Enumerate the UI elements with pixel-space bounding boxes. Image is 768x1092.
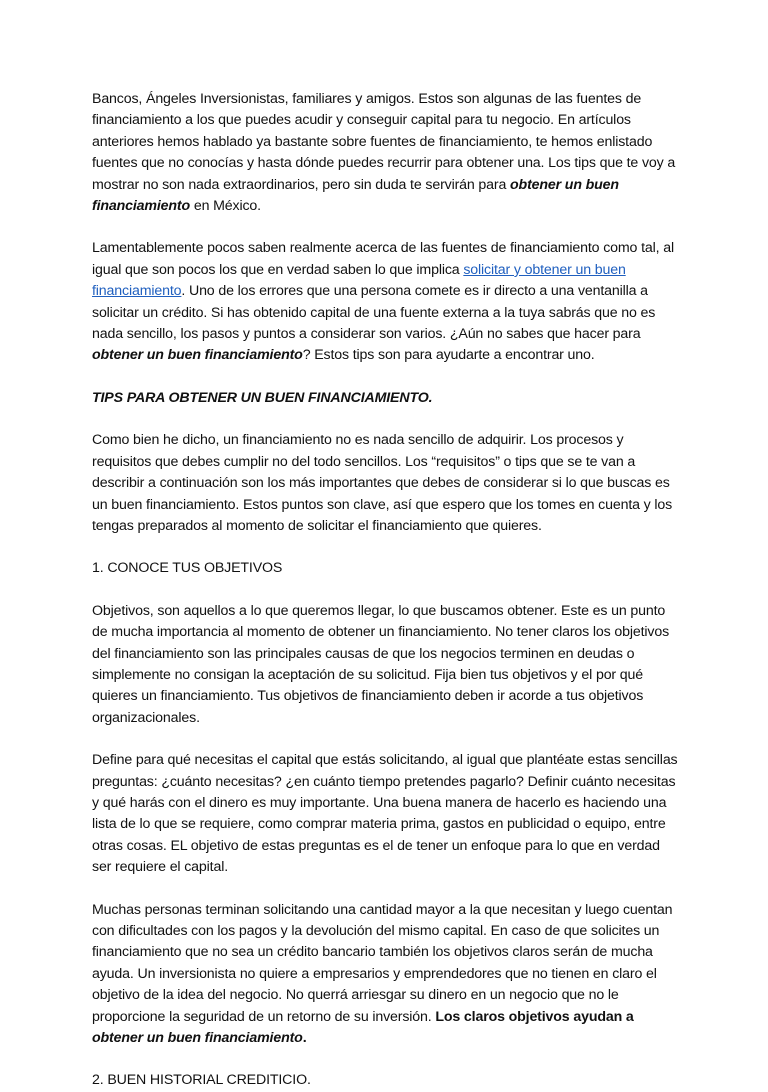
text-run: Muchas personas terminan solicitando una cantidad mayor a la que necesitan y luego cuentan con dificultades con los pagos y la devolución del mismo capital. En caso de que solicites un financiamiento que no sea un crédito bancario también los objetivos claros serán de mucha ayuda. Un inversionista no quiere a empresarios y emprendedores que no tienen en claro el objetivo de la idea del negocio. No querrá arriesgar su dinero en un negocio que no le proporcione la seguridad de un retorno de su inversión. <box>92 901 673 1025</box>
text-run: Bancos, Ángeles Inversionistas, familiares y amigos. Estos son algunas de las fuentes de financiamiento a los que puedes acudir y conseguir capital para tu negocio. En artículos anteriores hemos hablado ya bastante sobre fuentes de financiamiento, te hemos enlistado fuentes que no conocías y hasta dónde puedes recurrir para obtener una. Los tips que te voy a mostrar no son nada extraordinarios, pero sin duda te servirán para <box>92 91 676 193</box>
bold-text: Los claros objetivos ayudan a <box>435 1008 634 1025</box>
text-run: . Uno de los errores que una persona comete es ir directo a una ventanilla a solicitar un crédito. Si has obtenido capital de una fuente externa a la tuya sabrás que no es nada sencillo, los pasos y puntos a considerar son varios. ¿Aún no sabes que hacer para <box>92 283 656 343</box>
paragraph-tips-intro: Como bien he dicho, un financiamiento no es nada sencillo de adquirir. Los procesos y requisitos que debes cumplir no del todo sencillos. Los “requisitos” o tips que se te van a describir a continuación son los más importantes que debes de considerar si lo que buscas es un buen financiamiento. Estos puntos son clave, así que espero que los tomes en cuenta y los tengas preparados al momento de solicitar el financiamiento que quieres. <box>92 432 673 534</box>
paragraph-define-capital: Define para qué necesitas el capital que estás solicitando, al igual que plantéate estas sencillas preguntas: ¿cuánto necesitas? ¿en cuánto tiempo pretendes pagarlo? Definir cuánto necesitas y qué harás con el dinero es muy importante. Una buena manera de hacerlo es haciendo una lista de lo que se requiere, como comprar materia prima, gastos en publicidad o equipo, entre otras cosas. EL objetivo de estas preguntas es el de tener un enfoque para lo que en verdad ser requiere el capital. <box>92 752 678 876</box>
section-heading-credit-history: 2. BUEN HISTORIAL CREDITICIO. <box>92 1072 311 1089</box>
text-run: en México. <box>190 198 261 215</box>
section-heading-tips: TIPS PARA OBTENER UN BUEN FINANCIAMIENTO. <box>92 389 433 406</box>
paragraph-context <box>92 238 682 366</box>
paragraph-objectives: Objetivos, son aquellos a lo que queremos llegar, lo que buscamos obtener. Este es un punto de mucha importancia al momento de obtener un financiamiento. No tener claros los objetivos del financiamiento son las principales causas de que los negocios terminen en deudas o simplemente no consigan la aceptación de su solicitud. Fija bien tus objetivos y el por qué quieres un financiamiento. Tus objetivos de financiamiento deben ir acorde a tus objetivos organizacionales. <box>92 602 670 726</box>
paragraph-intro <box>92 89 682 217</box>
text-run: ? Estos tips son para ayudarte a encontrar uno. <box>302 347 595 364</box>
emphasis-text: obtener un buen financiamiento <box>92 1030 303 1047</box>
bold-text: . <box>302 1030 307 1047</box>
emphasis-text: obtener un buen financiamiento <box>92 176 619 215</box>
section-heading-objectives: 1. CONOCE TUS OBJETIVOS <box>92 560 283 577</box>
text-run: Lamentablemente pocos saben realmente acerca de las fuentes de financiamiento como tal, al igual que son pocos los que en verdad saben lo que implica <box>92 240 674 278</box>
paragraph-investors <box>92 900 682 1050</box>
financing-link[interactable]: solicitar y obtener un buen financiamiento <box>92 261 626 300</box>
emphasis-text: obtener un buen financiamiento <box>92 347 303 364</box>
